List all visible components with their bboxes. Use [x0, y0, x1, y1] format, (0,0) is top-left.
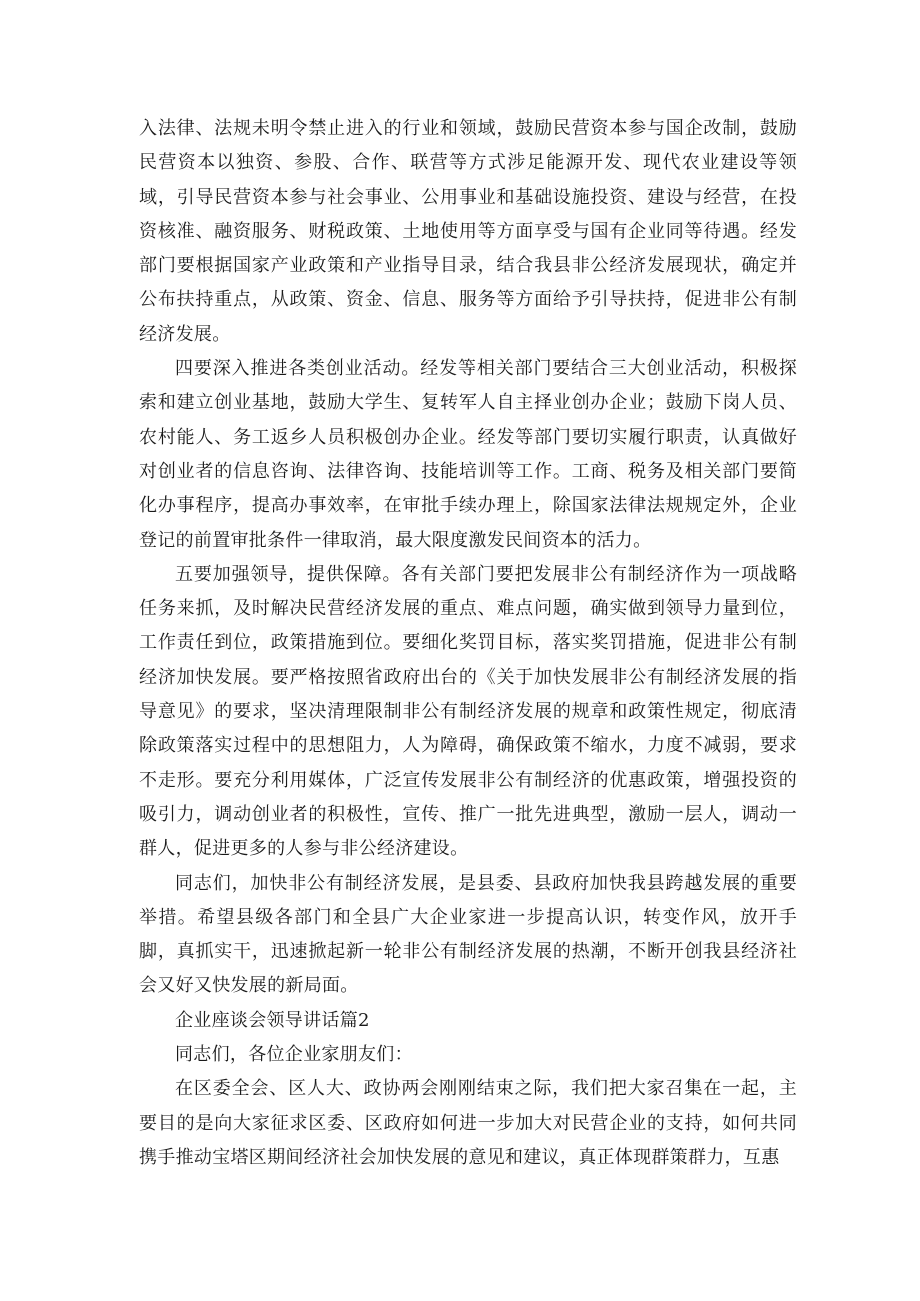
salutation: 同志们，各位企业家朋友们： — [175, 1044, 413, 1066]
paragraph-item-four: 四要深入推进各类创业活动。经发等相关部门要结合三大创业活动，积极探索和建立创业基地，鼓励大学生、复转军人自主择业创办企业；鼓励下岗人员、农村能人、务工返乡人员积极创办企业。经发等部门要切实履行职责，认真做好对创业者的信息咨询、法律咨询、技能培训等工作。工商、税务及相关部门要简化办事程序，提高办事效率，在审批手续办理上，除国家法律法规规定外，企业登记的前置审批条件一律取消，最大限度激发民间资本的活力。 — [139, 358, 797, 551]
paragraph-closing: 同志们，加快非公有制经济发展，是县委、县政府加快我县跨越发展的重要举措。希望县级各部门和全县广大企业家进一步提高认识，转变作风，放开手脚，真抓实干，迅速掀起新一轮非公有制经济发展的热潮，不断开创我县经济社会又好又快发展的新局面。 — [139, 872, 797, 997]
document-body — [139, 112, 797, 1175]
paragraph-opening: 在区委全会、区人大、政协两会刚刚结束之际，我们把大家召集在一起，主要目的是向大家征求区委、区政府如何进一步加大对民营企业的支持，如何共同携手推动宝塔区期间经济社会加快发展的意见和建议，真正体现群策群力，互惠 — [139, 1078, 797, 1168]
paragraph-continuation: 入法律、法规未明令禁止进入的行业和领域，鼓励民营资本参与国企改制，鼓励民营资本以独资、参股、合作、联营等方式涉足能源开发、现代农业建设等领域，引导民营资本参与社会事业、公用事业和基础设施投资、建设与经营，在投资核准、融资服务、财税政策、土地使用等方面享受与国有企业同等待遇。经发部门要根据国家产业政策和产业指导目录，结合我县非公经济发展现状，确定并公布扶持重点，从政策、资金、信息、服务等方面给予引导扶持，促进非公有制经济发展。 — [139, 118, 797, 345]
section-heading: 企业座谈会领导讲话篇2 — [175, 1009, 370, 1031]
paragraph-item-five: 五要加强领导，提供保障。各有关部门要把发展非公有制经济作为一项战略任务来抓，及时解决民营经济发展的重点、难点问题，确实做到领导力量到位，工作责任到位，政策措施到位。要细化奖罚目标，落实奖罚措施，促进非公有制经济加快发展。要严格按照省政府出台的《关于加快发展非公有制经济发展的指导意见》的要求，坚决清理限制非公有制经济发展的规章和政策性规定，彻底清除政策落实过程中的思想阻力，人为障碍，确保政策不缩水，力度不减弱，要求不走形。要充分利用媒体，广泛宣传发展非公有制经济的优惠政策，增强投资的吸引力，调动创业者的积极性，宣传、推广一批先进典型，激励一层人，调动一群人，促进更多的人参与非公经济建设。 — [139, 563, 797, 860]
